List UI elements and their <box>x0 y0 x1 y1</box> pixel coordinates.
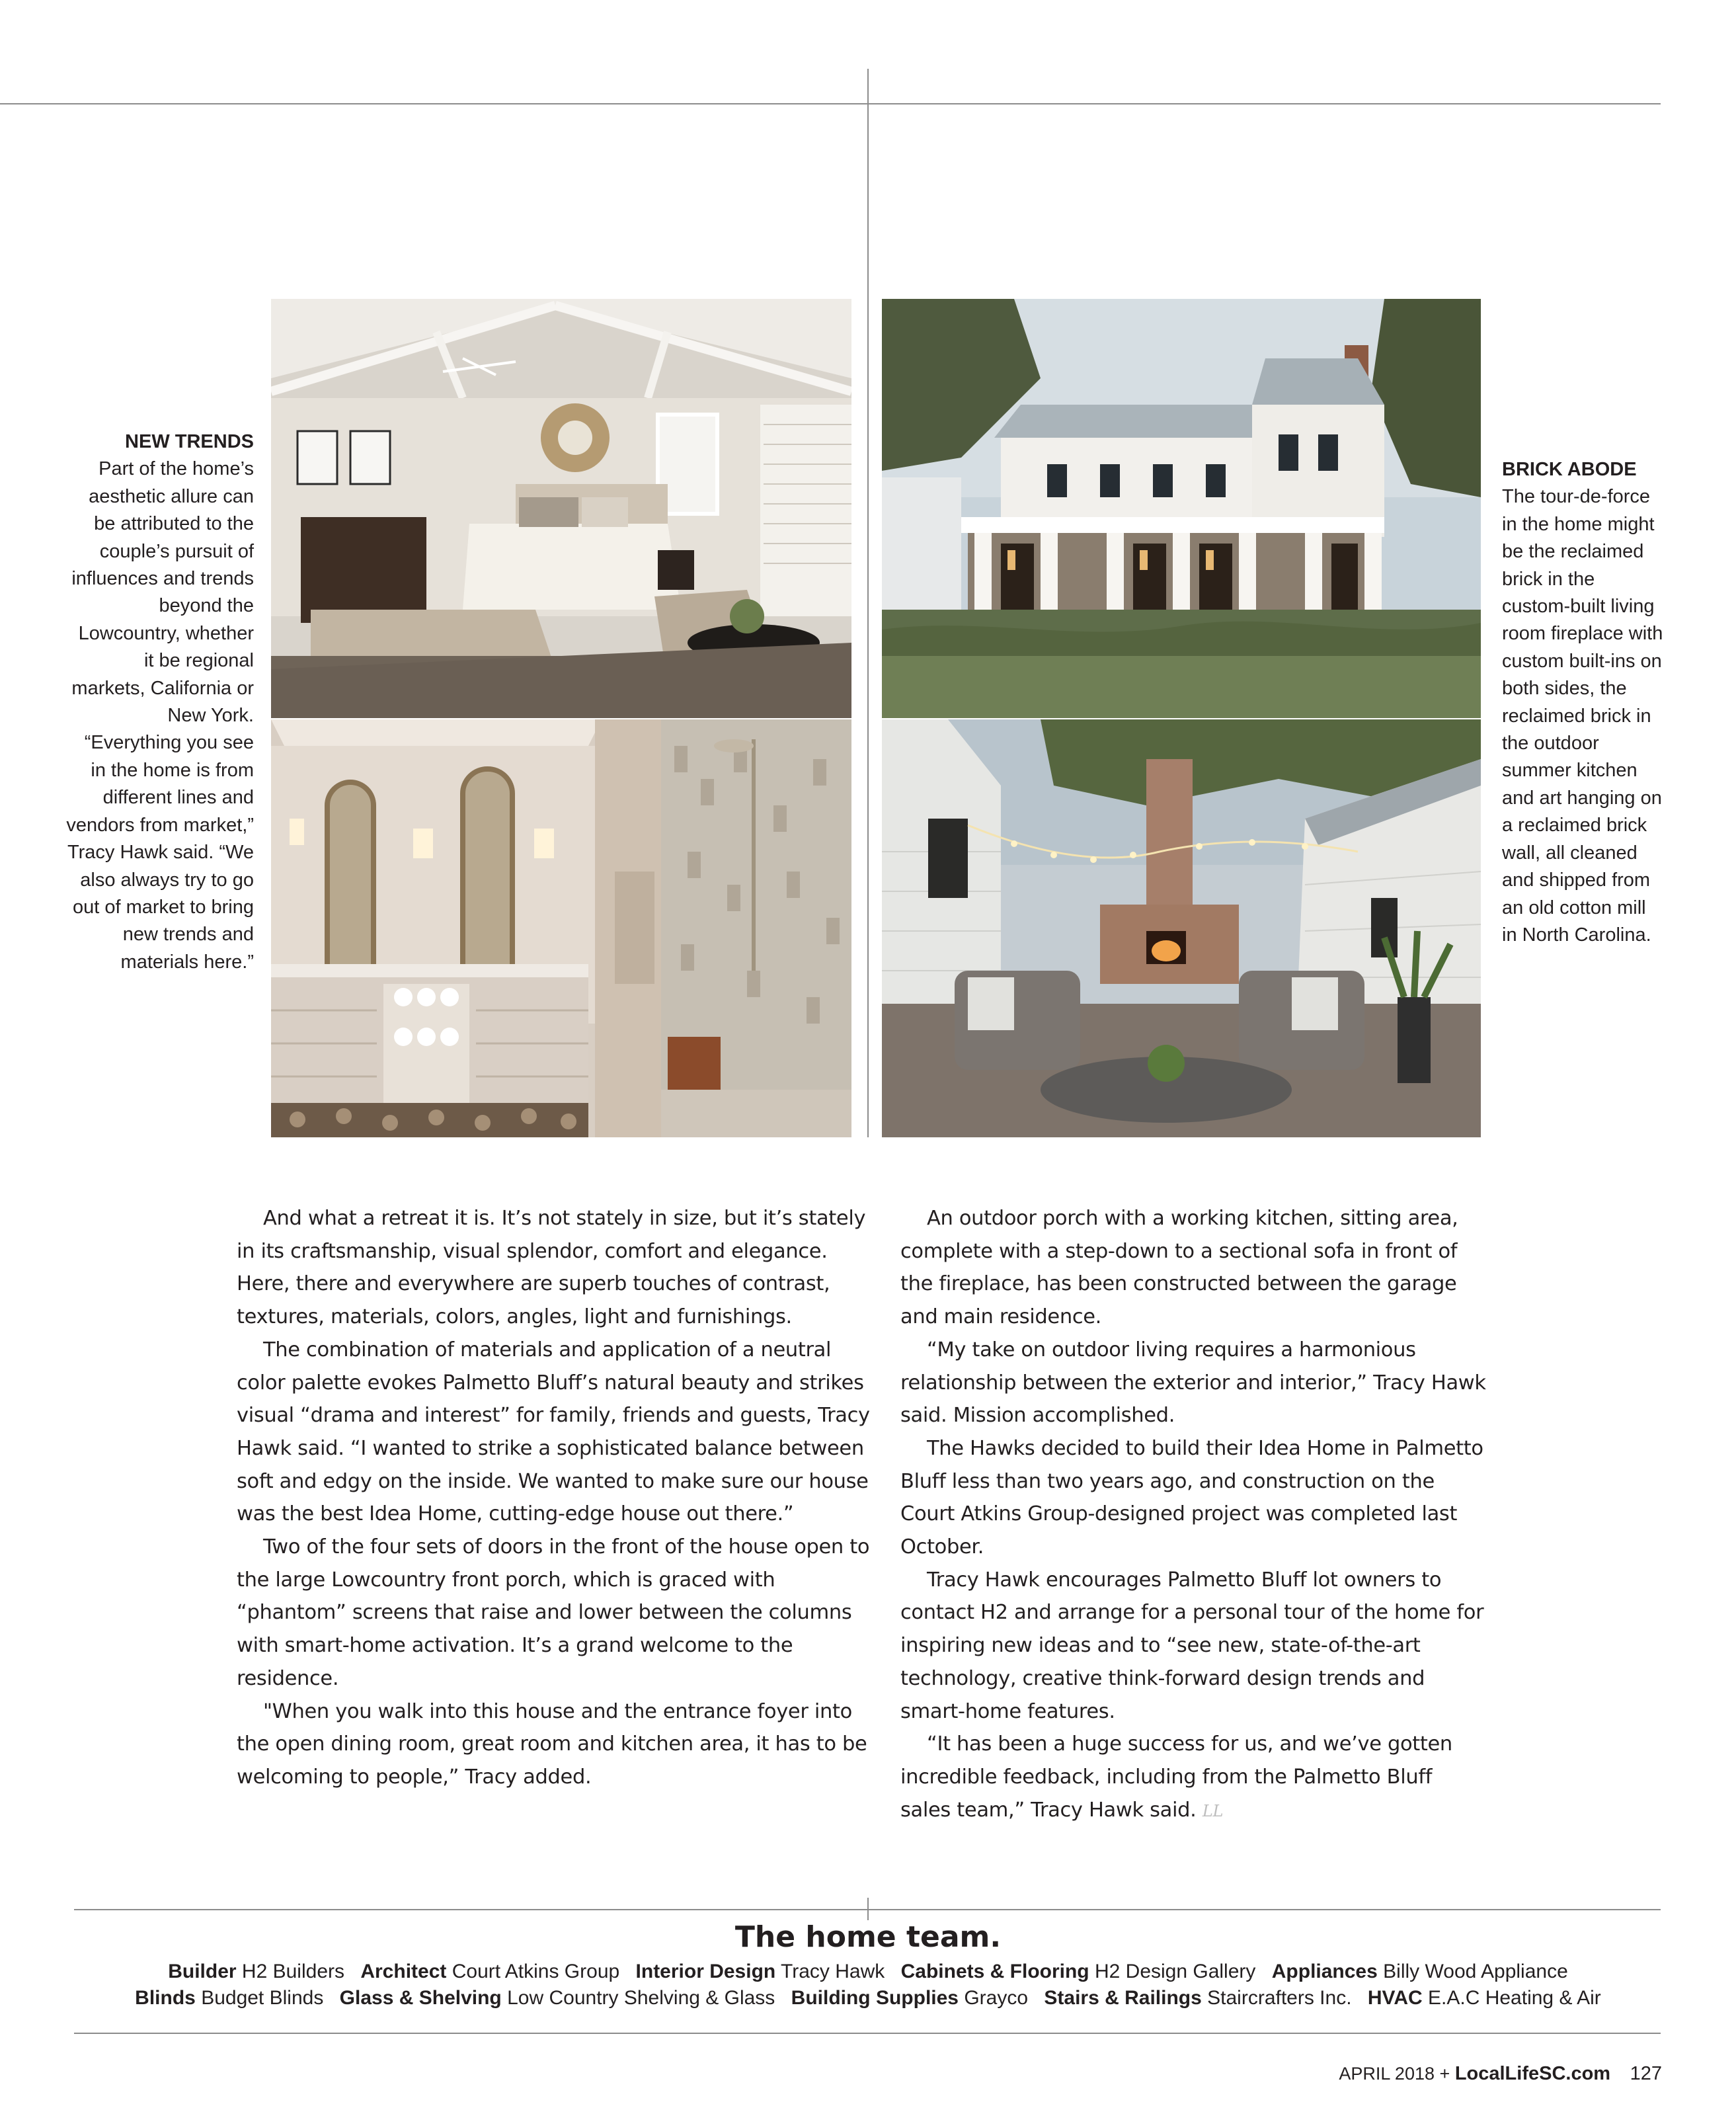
caption-new-trends <box>66 428 254 976</box>
article-column-2 <box>900 1202 1486 1828</box>
credit-item <box>1044 1987 1351 2009</box>
credit-item <box>901 1961 1256 1982</box>
credits-row-2 <box>0 1985 1736 2011</box>
credit-item <box>636 1961 885 1982</box>
courtyard-photo <box>882 719 1481 1137</box>
issue-date: APRIL 2018 <box>1339 2064 1435 2084</box>
credit-name: Grayco <box>964 1987 1029 2009</box>
paragraph <box>900 1728 1486 1828</box>
credit-item <box>135 1987 323 2009</box>
credit-item <box>1272 1961 1568 1982</box>
credit-role: Building Supplies <box>791 1987 959 2009</box>
bathroom-photo <box>271 719 851 1137</box>
credits-row-1 <box>0 1959 1736 1985</box>
team-bottom-rule <box>74 2033 1661 2034</box>
caption-title: NEW TRENDS <box>125 431 254 452</box>
caption-text: Part of the home’s aesthetic allure can be attributed to the couple’s pursuit of influences and trends beyond the Lowcountry, whether it be regional markets, California or New York. “Everything you see in the home is from different lines and vendors from market,” Tracy Hawk said. “We also always try to go out of market to bring new trends and materials here.” <box>66 458 254 973</box>
credit-name: Budget Blinds <box>201 1987 324 2009</box>
page-number: 127 <box>1630 2063 1662 2084</box>
credit-role: Stairs & Railings <box>1044 1987 1202 2009</box>
paragraph: An outdoor porch with a working kitchen, sitting area, complete with a step-down to a sectional sofa in front of the fireplace, has been constructed between the garage and main residence. <box>900 1207 1458 1329</box>
credit-name: Staircrafters Inc. <box>1207 1987 1352 2009</box>
credit-name: Court Atkins Group <box>452 1961 620 1982</box>
paragraph: "When you walk into this house and the entrance foyer into the open dining room, great room and kitchen area, it has to be welcoming to people,” Tracy added. <box>237 1699 867 1789</box>
credit-name: E.A.C Heating & Air <box>1428 1987 1601 2009</box>
credit-name: H2 Builders <box>241 1961 344 1982</box>
credit-item <box>168 1961 344 1982</box>
paragraph: Two of the four sets of doors in the front of the house open to the large Lowcountry front porch, which is graced with “phantom” screens that raise and lower between the columns with smart-home activation. It’s a grand welcome to the residence. <box>237 1535 870 1690</box>
credit-role: Glass & Shelving <box>339 1987 502 2009</box>
credit-name: Low Country Shelving & Glass <box>507 1987 775 2009</box>
top-rule <box>0 103 1661 104</box>
caption-text: The tour-de-force in the home might be the reclaimed brick in the custom-built living room fireplace with custom built-ins on both sides, the reclaimed brick in the outdoor summer kitchen and art hanging on a reclaimed brick wall, all cleaned and shipped from an old cotton mill in North Carolina. <box>1502 486 1663 946</box>
footer-separator: + <box>1439 2064 1450 2084</box>
credit-name: Tracy Hawk <box>781 1961 885 1982</box>
credit-role: Interior Design <box>635 1961 776 1982</box>
credit-item <box>340 1987 775 2009</box>
credit-role: Architect <box>360 1961 447 1982</box>
paragraph: Tracy Hawk encourages Palmetto Bluff lot owners to contact H2 and arrange for a personal tour of the home for inspiring new ideas and to “see new, state-of-the-art technology, creative think-forward design trends and smart-home features. <box>900 1568 1484 1723</box>
article-column-1 <box>237 1202 871 1794</box>
credit-item <box>360 1961 619 1982</box>
credit-name: H2 Design Gallery <box>1094 1961 1256 1982</box>
bedroom-photo <box>271 299 851 718</box>
credit-name: Billy Wood Appliance <box>1383 1961 1568 1982</box>
credit-role: HVAC <box>1367 1987 1423 2009</box>
paragraph: The Hawks decided to build their Idea Home in Palmetto Bluff less than two years ago, and construction on the Court Atkins Group-designed project was completed last October. <box>900 1436 1483 1559</box>
paragraph: The combination of materials and application of a neutral color palette evokes Palmetto Bluff’s natural beauty and strikes visual “drama and interest” for family, friends and guests, Tracy Hawk said. “I wanted to strike a sophisticated balance between soft and edgy on the inside. We wanted to make sure our house was the best Idea Home, cutting-edge house out there.” <box>237 1338 870 1526</box>
gutter-rule <box>867 69 869 1137</box>
credit-item <box>791 1987 1028 2009</box>
team-heading: The home team. <box>734 1920 1002 1954</box>
end-mark: LL <box>1202 1801 1224 1820</box>
credit-role: Builder <box>168 1961 237 1982</box>
caption-brick-abode <box>1502 456 1665 949</box>
caption-title: BRICK ABODE <box>1502 459 1637 480</box>
paragraph: And what a retreat it is. It’s not stately in size, but it’s stately in its craftsmanship, visual splendor, comfort and elegance. Here, there and everywhere are superb touches of contrast, textures, materials, colors, angles, light and furnishings. <box>237 1207 866 1329</box>
page-footer <box>1339 2062 1662 2086</box>
team-center-tick <box>867 1898 869 1920</box>
website-link[interactable]: LocalLifeSC.com <box>1454 2063 1611 2084</box>
paragraph-text: “It has been a huge success for us, and we’ve gotten incredible feedback, including from the Palmetto Bluff sales team,” Tracy Hawk said. <box>900 1732 1452 1822</box>
house-exterior-photo <box>882 299 1481 718</box>
credit-role: Blinds <box>135 1987 196 2009</box>
paragraph: “My take on outdoor living requires a harmonious relationship between the exterior and interior,” Tracy Hawk said. Mission accomplished. <box>900 1338 1486 1428</box>
credit-role: Appliances <box>1271 1961 1378 1982</box>
credit-item <box>1368 1987 1601 2009</box>
credit-role: Cabinets & Flooring <box>900 1961 1089 1982</box>
